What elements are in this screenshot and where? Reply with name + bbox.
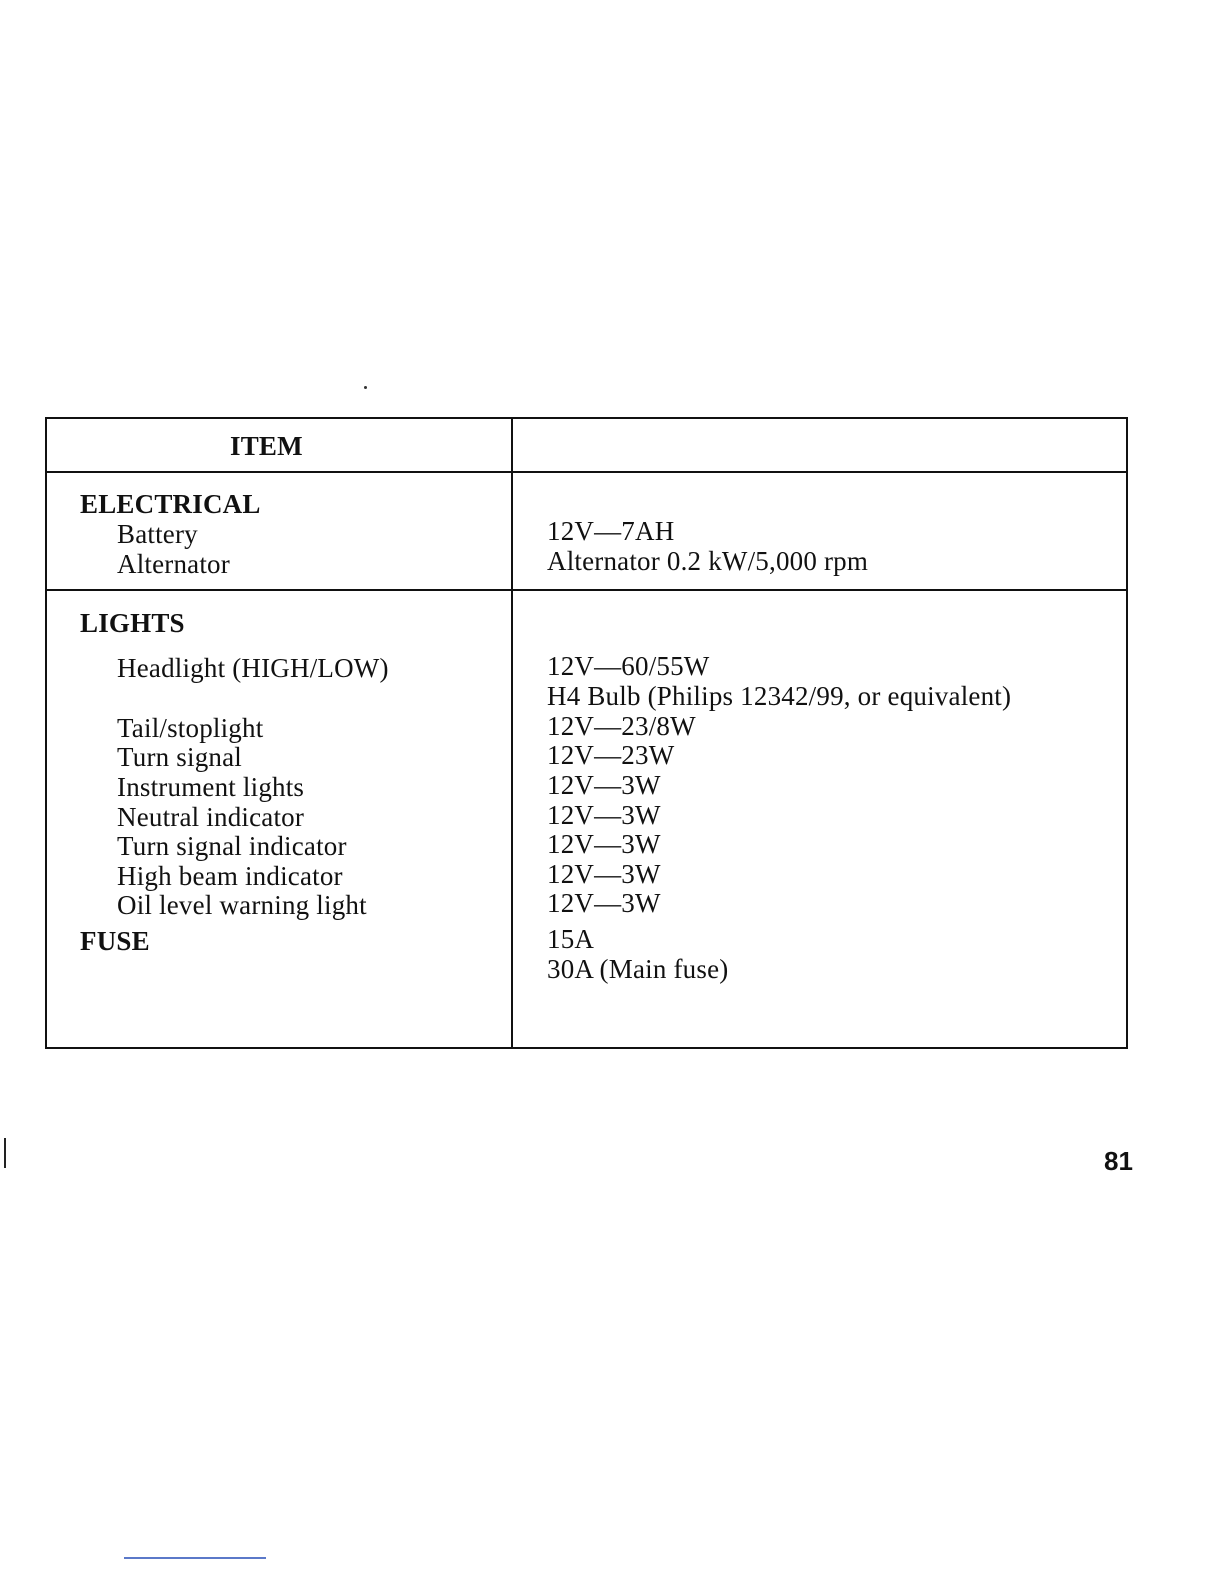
item-neutral-indicator: Neutral indicator bbox=[117, 802, 305, 832]
spec-main-fuse: 30A (Main fuse) bbox=[547, 954, 729, 984]
section-title-lights: LIGHTS bbox=[80, 608, 185, 638]
column-divider bbox=[511, 419, 513, 1047]
section-divider bbox=[47, 589, 1126, 591]
section-title-electrical: ELECTRICAL bbox=[80, 489, 261, 519]
spec-turn-signal-indicator: 12V—3W bbox=[547, 829, 661, 859]
spec-headlight: 12V—60/55W bbox=[547, 651, 710, 681]
spec-tail-stoplight: 12V—23/8W bbox=[547, 711, 696, 741]
header-item: ITEM bbox=[230, 431, 303, 461]
spec-alternator: Alternator 0.2 kW/5,000 rpm bbox=[547, 546, 869, 576]
spec-headlight-note: H4 Bulb (Philips 12342/99, or equivalent) bbox=[547, 681, 1012, 711]
spec-instrument-lights: 12V—3W bbox=[547, 770, 661, 800]
page-number: 81 bbox=[1104, 1146, 1133, 1176]
spec-oil-level-warning-light: 12V—3W bbox=[547, 888, 661, 918]
header-divider bbox=[47, 471, 1126, 473]
spec-neutral-indicator: 12V—3W bbox=[547, 800, 661, 830]
spec-battery: 12V—7AH bbox=[547, 516, 675, 546]
item-alternator: Alternator bbox=[117, 549, 230, 579]
item-tail-stoplight: Tail/stoplight bbox=[117, 713, 264, 743]
item-battery: Battery bbox=[117, 519, 198, 549]
margin-mark bbox=[4, 1138, 6, 1168]
bottom-rule bbox=[124, 1557, 266, 1559]
scan-speck bbox=[364, 386, 367, 389]
item-oil-level-warning-light: Oil level warning light bbox=[117, 890, 367, 920]
item-turn-signal: Turn signal bbox=[117, 742, 242, 772]
specifications-table bbox=[45, 417, 1128, 1049]
item-instrument-lights: Instrument lights bbox=[117, 772, 305, 802]
spec-fuse: 15A bbox=[547, 924, 595, 954]
item-high-beam-indicator: High beam indicator bbox=[117, 861, 343, 891]
section-title-fuse: FUSE bbox=[80, 926, 150, 956]
spec-turn-signal: 12V—23W bbox=[547, 740, 675, 770]
item-headlight: Headlight (HIGH/LOW) bbox=[117, 653, 389, 683]
spec-high-beam-indicator: 12V—3W bbox=[547, 859, 661, 889]
item-turn-signal-indicator: Turn signal indicator bbox=[117, 831, 347, 861]
